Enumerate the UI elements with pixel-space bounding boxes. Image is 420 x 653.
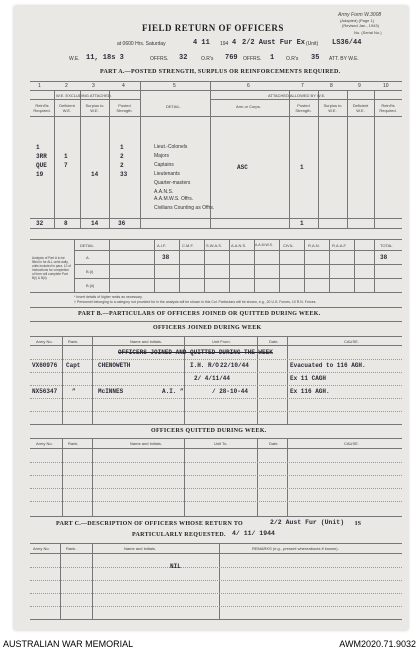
detail-aamws: A.A.M.W.S. Offrs. [154, 196, 194, 202]
form-ref-line1: Army Form W.3008 [338, 12, 382, 18]
total-c3: 14 [91, 220, 99, 227]
col-num-2: 2 [65, 83, 68, 89]
total-c7: 1 [300, 220, 304, 227]
entry-c7: 1 [300, 164, 304, 171]
head-surplus: Surplus to W.E. [85, 103, 104, 113]
analysis-head-aamws: A.A.M.W.S. [255, 243, 273, 247]
footer-accession: AWM2020.71.9032 [339, 639, 416, 649]
analysis-head-detail: DETAIL [80, 243, 94, 248]
row1-army-no: VX60976 [32, 362, 58, 369]
analysis-total-value: 38 [380, 254, 388, 261]
offrs-label: OFFRS. [150, 56, 169, 62]
footnote-1: * Insert details of higher ranks as necessary. [74, 295, 143, 299]
we-value: 11, 18s 3 [86, 54, 124, 62]
head-reinf-required-2: Reinf'ts Required. [379, 103, 397, 113]
detail-aans: A.A.N.S. [154, 189, 174, 195]
analysis-head-ran: R.A.N. [308, 243, 320, 248]
part-c-entry: NIL [170, 563, 181, 570]
entry-c4-2: 2 [120, 162, 124, 169]
col-num-7: 7 [301, 83, 304, 89]
head-detail: DETAIL. [166, 104, 181, 109]
head-deficient-2: Deficient W.E. [352, 103, 369, 113]
row1-unit: I.H. R/O [190, 362, 219, 369]
detail-lt-col: Lieut.-Colonels [154, 144, 188, 150]
analysis-note: Analysis of Part A to be filled in for ALL units daily, units included in para. 10 of instructions for completion of form will complete Part B(i) & B(ii). [32, 256, 71, 280]
entry-c1-0: 1 [36, 144, 40, 151]
header-time-label: at 0600 Hrs. Saturday [117, 41, 166, 47]
head-deficient: Deficient W.E. [59, 103, 75, 113]
document-page [14, 6, 408, 630]
joined-head-rank: Rank. [68, 339, 79, 344]
entry-c1-3: 19 [36, 171, 44, 178]
head-arm-corps: Arm or Corps. [236, 104, 261, 109]
header-date: 4 11 [193, 39, 210, 47]
attached-allowed-label: ATTACHED ALLOWED BY W.E. [268, 93, 326, 98]
entry-c4-0: 1 [120, 144, 124, 151]
head-surplus-2: Surplus to W.E. [323, 103, 342, 113]
part-c-is: IS [355, 521, 362, 527]
ors2-label: O.R's [286, 56, 299, 62]
total-c2: 8 [64, 220, 68, 227]
part-a-title: PART A.—POSTED STRENGTH, SURPLUS OR REINFORCEMENTS REQUIRED. [100, 69, 341, 75]
row3-army-no: NX56347 [32, 388, 58, 395]
col-num-6: 6 [247, 83, 250, 89]
row3-cause: Ex 116 AGH. [290, 388, 330, 395]
offrs2-label: OFFRS. [243, 56, 262, 62]
quitted-head-rank: Rank. [68, 441, 79, 446]
detail-lieutenants: Lieutenants [154, 171, 180, 177]
total-c4: 36 [118, 220, 126, 227]
archive-footer [0, 636, 420, 653]
analysis-head-total: TOTAL [380, 243, 393, 248]
footer-institution: AUSTRALIAN WAR MEMORIAL [3, 639, 134, 649]
entry-c1-2: QUE [36, 162, 47, 169]
col-num-3: 3 [92, 83, 95, 89]
header-unit: 2/2 Aust Fur Ex [242, 39, 306, 47]
row3-unit: A.I. ” [162, 388, 184, 395]
form-title: FIELD RETURN OF OFFICERS [142, 23, 284, 33]
we-excluding-label: W.E. EXCLUDING ATTACHED. [56, 93, 112, 98]
head-reinf-required: Reinf'ts Required. [33, 103, 51, 113]
detail-quartermasters: Quarter-masters [154, 180, 191, 186]
joined-head-cause: CAUSE. [344, 339, 359, 344]
entry-c4-3: 33 [120, 171, 128, 178]
joined-note: OFFICERS JOINED AND QUITTED DURING THE WEEK [118, 349, 273, 356]
analysis-row-bi: B.(i) [86, 269, 94, 274]
row1-rank: Capt [66, 362, 81, 369]
col-num-4: 4 [122, 83, 125, 89]
row1-cause: Evacuated to 116 AGH. [290, 362, 366, 369]
row3-date: / 28-10-44 [212, 388, 249, 395]
header-year-suffix: 4 [232, 39, 237, 47]
offrs-value: 32 [179, 54, 188, 62]
row2-cause: Ex 11 CAGH [290, 375, 327, 382]
header-year-prefix: 194 [220, 41, 229, 47]
att-label: ATT. BY W.E. [329, 56, 359, 62]
analysis-aif-value: 38 [162, 254, 170, 261]
quitted-head-cause: CAUSE. [344, 441, 359, 446]
form-ref-line2: (Adapted) (Page 1) [340, 18, 375, 23]
joined-title: OFFICERS JOINED DURING WEEK [153, 325, 262, 331]
quitted-head-name: Name and Initials. [130, 441, 163, 446]
row3-name: McINNES [98, 388, 124, 395]
joined-head-date: Date. [269, 339, 279, 344]
footnote-2: † Personnel belonging to a category not provided for in the analysis will be shown in this Col. Particulars will be shown, e.g., 20 U.S. Forces, 10 R.N. Forces. [74, 300, 317, 304]
col-num-10: 10 [383, 83, 389, 89]
analysis-head-cmf: C.M.F. [182, 243, 194, 248]
head-posted-strength: Posted Strength. [116, 103, 133, 113]
analysis-head-aif: A.I.F. [157, 243, 167, 248]
joined-head-army-no: Army No. [36, 339, 53, 344]
joined-head-name: Name and Initials. [130, 339, 163, 344]
header-ref: LS36/44 [332, 39, 362, 47]
ors-value: 769 [225, 54, 238, 62]
entry-c3-0: 14 [91, 171, 99, 178]
row1-name: CHENOWETH [98, 362, 131, 369]
part-c-title: PART C.—DESCRIPTION OF OFFICERS WHOSE RETURN TO [56, 521, 243, 527]
header-unit-label: (Unit) [306, 41, 319, 47]
total-c1: 32 [36, 220, 44, 227]
part-c-date: 4/ 11/ 1944 [232, 530, 275, 537]
entry-c1-1: 3RR [36, 153, 47, 160]
quitted-head-unit-to: Unit To. [214, 441, 228, 446]
part-c-line2: PARTICULARLY REQUESTED. [132, 532, 226, 538]
joined-head-unit-from: Unit From. [212, 339, 231, 344]
row3-rank: ” [72, 388, 76, 395]
row1-date: 22/10/44 [220, 362, 249, 369]
col-num-5: 5 [173, 83, 176, 89]
ors-label: O.R's [201, 56, 214, 62]
entry-c4-1: 2 [120, 153, 124, 160]
ors2-value: 35 [311, 54, 320, 62]
col-num-8: 8 [330, 83, 333, 89]
offrs2-value: 1 [270, 54, 275, 62]
quitted-title: OFFICERS QUITTED DURING WEEK. [151, 428, 267, 434]
we-label: W.E. [69, 56, 80, 62]
form-serial: No. (Serial No.) [354, 30, 382, 35]
analysis-head-swas: S.W.A.S. [206, 243, 223, 248]
part-c-head-remarks: REMARKS (e.g., present whereabouts if known). [252, 546, 339, 551]
detail-civilians: Civilians Counting as Offrs. [154, 205, 215, 211]
row2-date: 2/ 4/11/44 [194, 375, 231, 382]
detail-majors: Majors [154, 153, 170, 159]
analysis-head-aans: A.A.N.S. [231, 243, 247, 248]
analysis-head-civil: CIVIL. [283, 243, 295, 248]
part-c-head-rank: Rank. [66, 546, 77, 551]
quitted-head-date: Date. [269, 441, 279, 446]
part-c-head-name: Name and Initials. [124, 546, 157, 551]
analysis-row-bii: B.(ii) [86, 283, 95, 288]
analysis-head-raaf: R.A.A.F. [332, 243, 347, 248]
head-posted-strength-2: Posted Strength. [295, 103, 312, 113]
entry-arm: ASC [237, 164, 248, 171]
part-b-title: PART B.—PARTICULARS OF OFFICERS JOINED OR QUITTED DURING WEEK. [78, 311, 321, 317]
form-ref-line3: (Revised Jan., 1943) [342, 23, 379, 28]
quitted-head-army-no: Army No. [36, 441, 53, 446]
col-num-1: 1 [38, 83, 41, 89]
col-num-9: 9 [358, 83, 361, 89]
entry-c2-1: 7 [64, 162, 68, 169]
detail-captains: Captains [154, 162, 174, 168]
entry-c2-0: 1 [64, 153, 68, 160]
part-c-unit: 2/2 Aust Fur (Unit) [270, 519, 345, 526]
analysis-row-a: A. [86, 255, 90, 260]
part-c-head-army-no: Army No. [33, 546, 50, 551]
